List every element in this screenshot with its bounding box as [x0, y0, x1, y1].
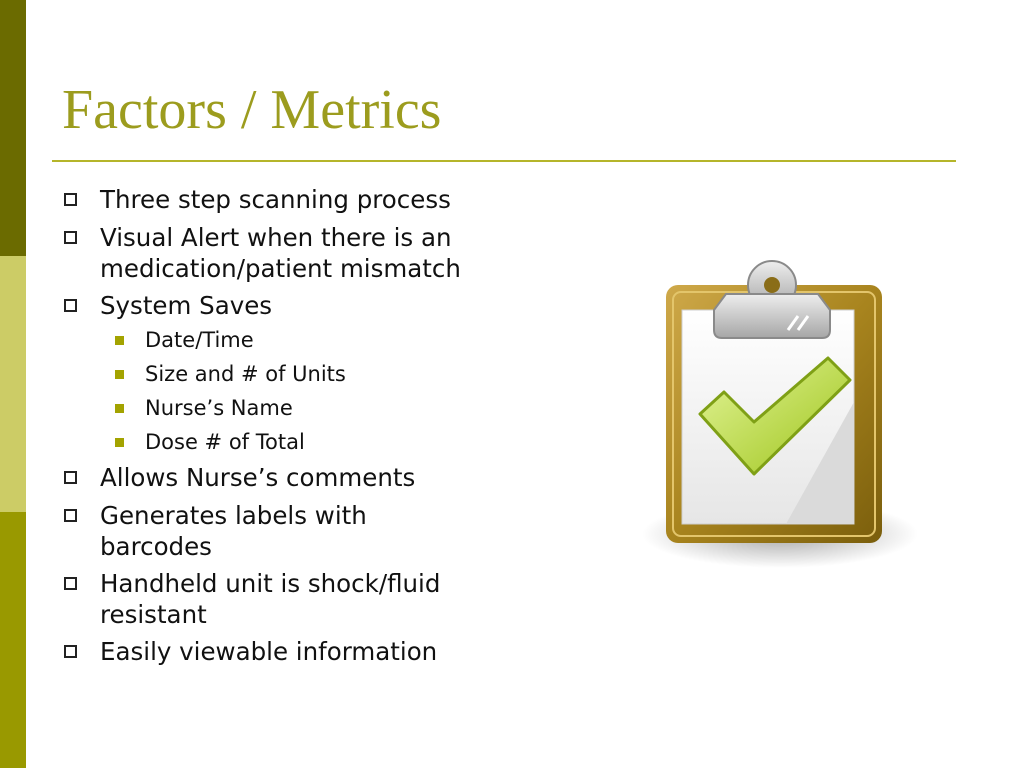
filled-square-bullet-icon: [115, 336, 124, 345]
hollow-square-bullet-icon: [64, 577, 77, 590]
bullet-item: [62, 222, 532, 284]
bullet-text: Easily viewable information: [100, 637, 438, 666]
filled-square-bullet-icon: [115, 404, 124, 413]
sub-bullet-text: Dose # of Total: [145, 430, 305, 454]
hollow-square-bullet-icon: [64, 193, 77, 206]
hollow-square-bullet-icon: [64, 231, 77, 244]
bullet-item: [62, 568, 532, 630]
bullet-text: Generates labels with barcodes: [100, 501, 367, 561]
clipboard-checkmark-icon: [640, 252, 920, 577]
bullet-text: System Saves: [100, 291, 273, 320]
hollow-square-bullet-icon: [64, 299, 77, 312]
sub-bullet-text: Size and # of Units: [145, 362, 346, 386]
bullet-item: [62, 462, 562, 493]
bullet-text: Allows Nurse’s comments: [100, 463, 416, 492]
hollow-square-bullet-icon: [64, 509, 77, 522]
bullet-item: [62, 184, 562, 215]
sub-bullet-item: [112, 393, 512, 423]
bullet-text: Three step scanning process: [100, 185, 451, 214]
bullet-item: [62, 290, 562, 321]
sub-bullet-text: Date/Time: [145, 328, 254, 352]
bullet-item: [62, 500, 462, 562]
sub-bullet-item: [112, 427, 512, 457]
bullet-text: Visual Alert when there is an medication/patient mismatch: [100, 223, 461, 283]
sub-bullet-item: [112, 325, 512, 355]
filled-square-bullet-icon: [115, 438, 124, 447]
sub-bullet-item: [112, 359, 512, 389]
sub-bullet-text: Nurse’s Name: [145, 396, 293, 420]
filled-square-bullet-icon: [115, 370, 124, 379]
slide-title: Factors / Metrics: [62, 79, 442, 141]
bullet-text: Handheld unit is shock/fluid resistant: [100, 569, 441, 629]
hollow-square-bullet-icon: [64, 471, 77, 484]
hollow-square-bullet-icon: [64, 645, 77, 658]
bullet-item: [62, 636, 562, 667]
